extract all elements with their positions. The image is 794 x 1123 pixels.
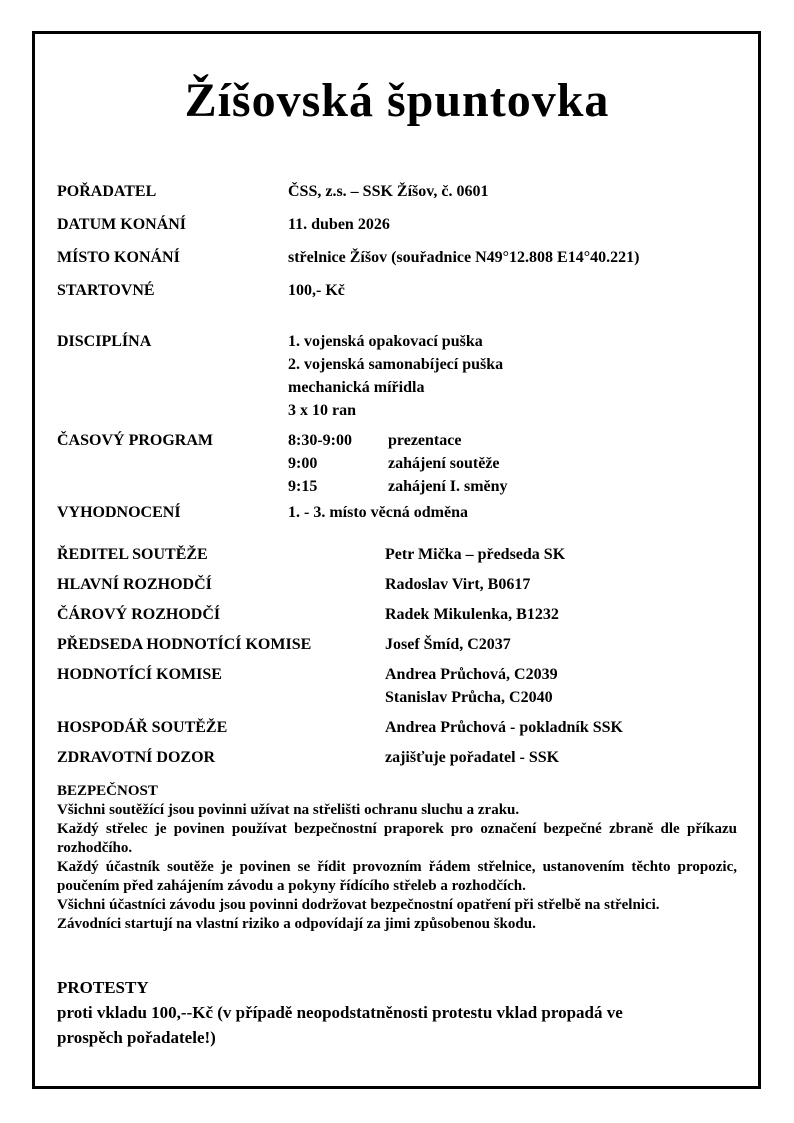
discipline-label: DISCIPLÍNA — [57, 333, 152, 350]
info-value: ČSS, z.s. – SSK Žíšov, č. 0601 — [288, 183, 489, 200]
protests-heading: PROTESTY — [57, 978, 149, 997]
schedule-time: 9:00 — [288, 455, 318, 472]
safety-paragraph: Všichni účastníci závodu jsou povinni dodržovat bezpečnostní opatření při střelbě na střelnici. — [57, 897, 660, 913]
schedule-event: prezentace — [388, 432, 462, 449]
safety-paragraph: Každý účastník soutěže je povinen se řídit provozním řádem střelnice, ustanovením těchto propozic, poučením před zahájením závodu a pokyny řídícího střeleb a rozhodčích. — [57, 859, 737, 894]
info-label: MÍSTO KONÁNÍ — [57, 249, 180, 266]
safety-paragraph: Každý střelec je povinen používat bezpečnostní praporek pro označení bezpečné zbraně dle příkazu rozhodčího. — [57, 821, 737, 856]
official-value: Radek Mikulenka, B1232 — [385, 606, 559, 623]
safety-paragraph: Závodníci startují na vlastní riziko a odpovídají za jimi způsobenou škodu. — [57, 916, 536, 932]
info-value: střelnice Žíšov (souřadnice N49°12.808 E14°40.221) — [288, 249, 640, 266]
discipline-line: 2. vojenská samonabíjecí puška — [288, 356, 504, 373]
official-value: Andrea Průchová, C2039 — [385, 666, 558, 683]
info-value: 11. duben 2026 — [288, 216, 390, 233]
discipline-values — [288, 330, 737, 422]
schedule-row — [57, 475, 737, 498]
safety-paragraph: Všichni soutěžící jsou povinni užívat na střelišti ochranu sluchu a zraku. — [57, 802, 520, 818]
schedule-event: zahájení I. směny — [388, 478, 508, 495]
info-row — [57, 213, 737, 236]
safety-heading: BEZPEČNOST — [57, 783, 158, 799]
official-label: ZDRAVOTNÍ DOZOR — [57, 749, 216, 766]
official-values — [385, 663, 737, 709]
event-info-section — [57, 180, 737, 302]
safety-section — [57, 782, 737, 934]
schedule-time: 8:30-9:00 — [288, 432, 352, 449]
protests-section — [57, 975, 737, 1050]
official-value: Radoslav Virt, B0617 — [385, 576, 531, 593]
official-value: Petr Mička – předseda SK — [385, 546, 566, 563]
official-label: HOSPODÁŘ SOUTĚŽE — [57, 719, 228, 736]
schedule-time: 9:15 — [288, 478, 318, 495]
info-label: POŘADATEL — [57, 183, 157, 200]
officials-section — [57, 543, 737, 769]
official-label: HLAVNÍ ROZHODČÍ — [57, 576, 212, 593]
evaluation-label: VYHODNOCENÍ — [57, 504, 181, 521]
official-row — [57, 573, 737, 596]
official-row — [57, 716, 737, 739]
evaluation-value: 1. - 3. místo věcná odměna — [288, 504, 468, 521]
official-row — [57, 663, 737, 709]
info-row — [57, 246, 737, 269]
discipline-line: 1. vojenská opakovací puška — [288, 333, 483, 350]
discipline-row — [57, 330, 737, 422]
schedule-row — [57, 429, 737, 452]
protests-text-line: prospěch pořadatele!) — [57, 1028, 216, 1047]
official-value: zajišťuje pořadatel - SSK — [385, 749, 560, 766]
official-label: ČÁROVÝ ROZHODČÍ — [57, 606, 221, 623]
official-value: Stanislav Průcha, C2040 — [385, 689, 553, 706]
schedule-section — [57, 429, 737, 498]
info-row — [57, 279, 737, 302]
discipline-line: 3 x 10 ran — [288, 402, 356, 419]
info-row — [57, 180, 737, 203]
official-row — [57, 746, 737, 769]
official-row — [57, 543, 737, 566]
info-value: 100,- Kč — [288, 282, 345, 299]
schedule-row — [57, 452, 737, 475]
info-label: DATUM KONÁNÍ — [57, 216, 187, 233]
official-label: ŘEDITEL SOUTĚŽE — [57, 546, 208, 563]
official-row — [57, 603, 737, 626]
discipline-section — [57, 330, 737, 422]
official-label: PŘEDSEDA HODNOTÍCÍ KOMISE — [57, 636, 312, 653]
discipline-line: mechanická mířidla — [288, 379, 425, 396]
evaluation-row — [57, 501, 737, 524]
official-row — [57, 633, 737, 656]
page-border — [32, 31, 761, 1089]
info-label: STARTOVNÉ — [57, 282, 155, 299]
official-label: HODNOTÍCÍ KOMISE — [57, 666, 222, 683]
evaluation-section — [57, 501, 737, 524]
protests-text-line: proti vkladu 100,--Kč (v případě neopodstatněnosti protestu vklad propadá ve — [57, 1003, 623, 1022]
schedule-label: ČASOVÝ PROGRAM — [57, 432, 213, 449]
document-title: Žíšovská špuntovka — [184, 74, 610, 127]
official-value: Andrea Průchová - pokladník SSK — [385, 719, 623, 736]
schedule-event: zahájení soutěže — [388, 455, 500, 472]
official-value: Josef Šmíd, C2037 — [385, 636, 511, 653]
